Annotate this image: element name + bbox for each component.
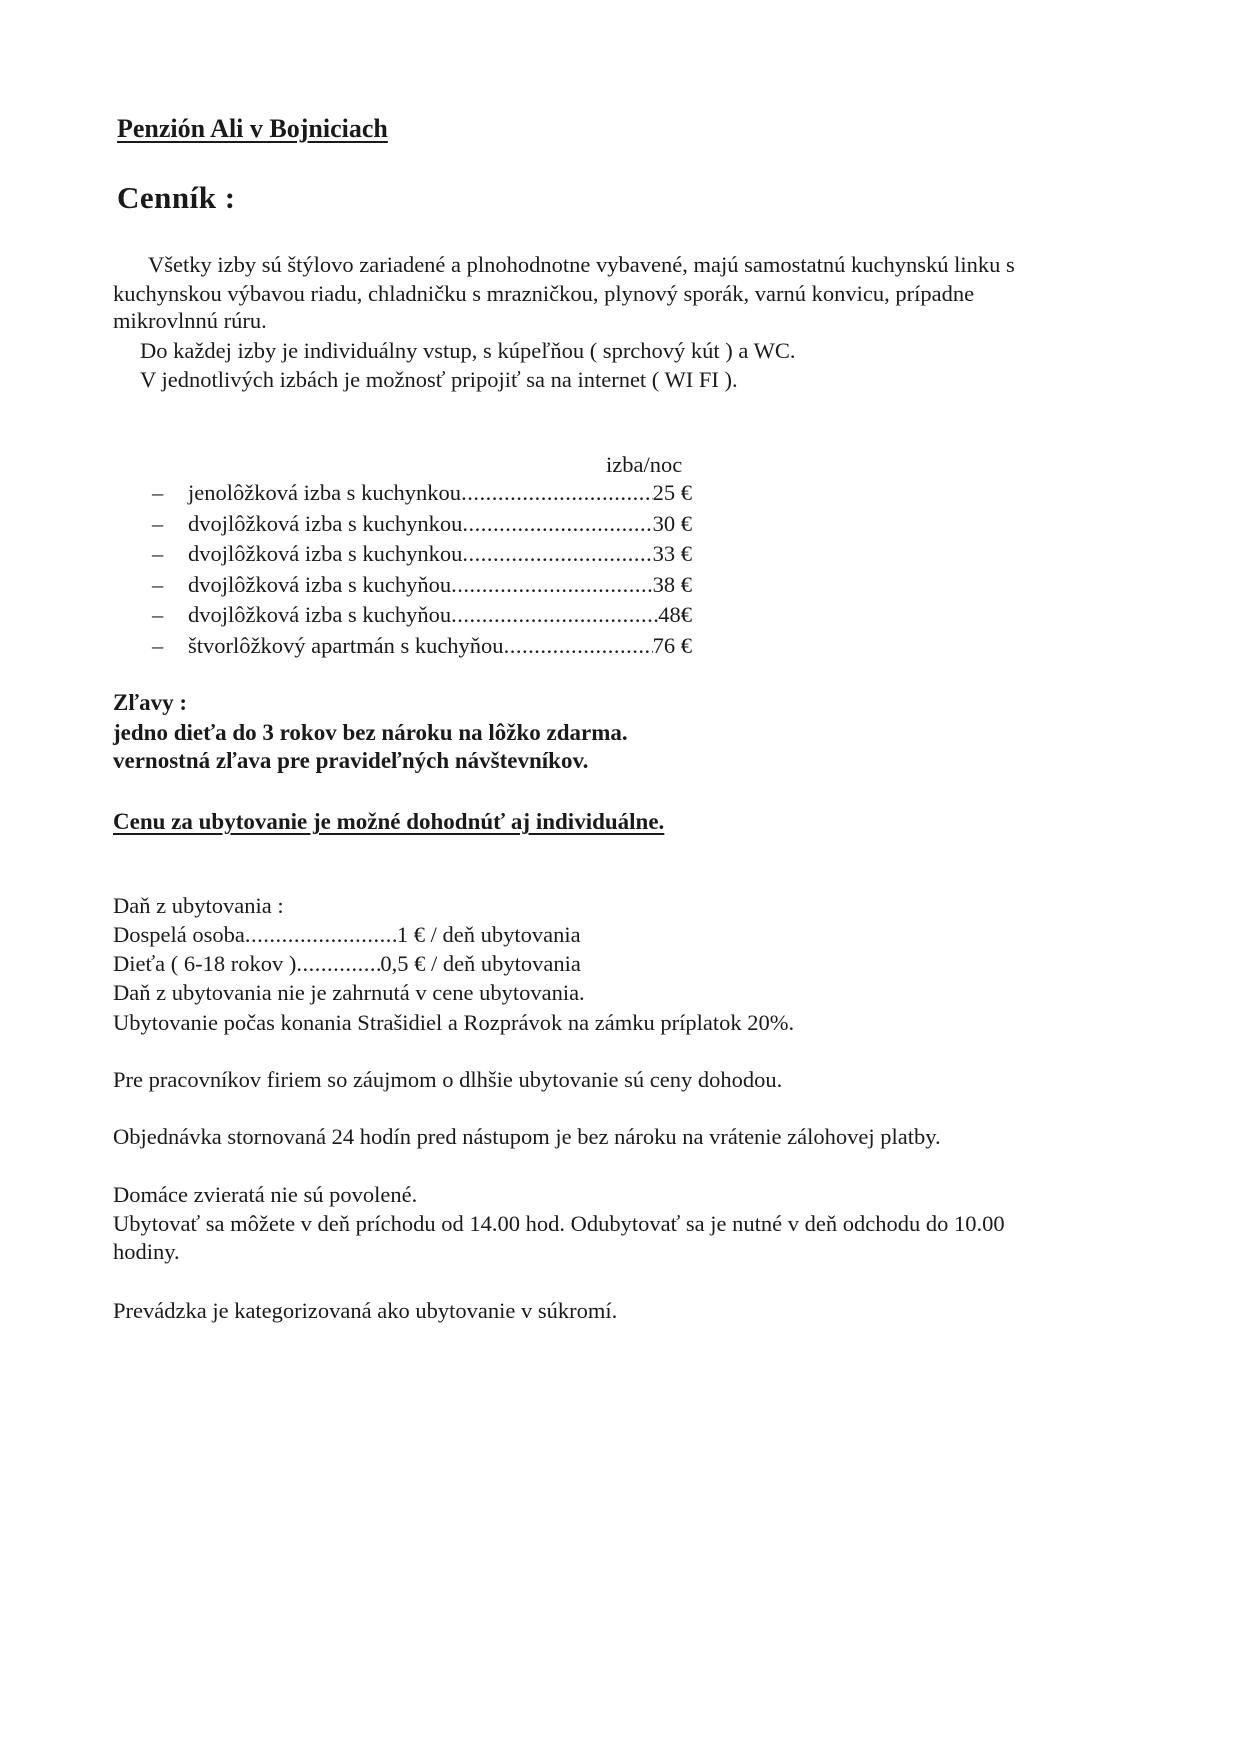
- list-dash: –: [152, 480, 164, 505]
- room-price-item: [152, 633, 692, 664]
- dot-leader: [296, 951, 380, 977]
- dot-leader: [461, 480, 653, 506]
- intro-line-2: kuchynskou výbavou riadu, chladničku s mrazničkou, plynový sporák, varnú konvicu, prípadne: [113, 281, 975, 306]
- tax-note-surcharge: Ubytovanie počas konania Strašidiel a Rozprávok na zámku príplatok 20%.: [113, 1010, 795, 1035]
- room-price: 33 €: [652, 541, 692, 566]
- room-price-item: [152, 511, 692, 542]
- tax-adult-label: Dospelá osoba: [113, 922, 245, 947]
- list-dash: –: [152, 510, 164, 536]
- tax-child-label: Dieťa ( 6-18 rokov ): [113, 951, 297, 976]
- dot-leader: [462, 541, 652, 567]
- tax-title: Daň z ubytovania :: [113, 893, 284, 918]
- price-column-header: izba/noc: [606, 452, 683, 477]
- dot-leader: [245, 922, 397, 948]
- room-price-item: [152, 572, 692, 603]
- checkin-note-line-1: Ubytovať sa môžete v deň príchodu od 14.00 hod. Odubytovať sa je nutné v deň odchodu do 10.00: [113, 1211, 1005, 1236]
- pets-note: Domáce zvieratá nie sú povolené.: [113, 1182, 418, 1207]
- document-title: Penzión Ali v Bojniciach: [117, 114, 388, 143]
- discount-child: jedno dieťa do 3 rokov bez nároku na lôžko zdarma.: [113, 720, 628, 745]
- room-price: 76 €: [652, 632, 692, 658]
- room-price-item: [152, 480, 692, 511]
- tax-adult-row: [113, 922, 581, 948]
- tax-child-row: [113, 951, 581, 977]
- dot-leader: [451, 572, 653, 598]
- category-note: Prevádzka je kategorizovaná ako ubytovanie v súkromí.: [113, 1298, 618, 1323]
- price-list-heading: Cenník :: [117, 180, 236, 215]
- discount-loyalty: vernostná zľava pre pravideľných návštevníkov.: [113, 748, 589, 773]
- room-type: dvojlôžková izba s kuchyňou: [188, 602, 452, 627]
- room-price-list: [152, 480, 692, 663]
- dot-leader: [462, 511, 652, 537]
- list-dash: –: [152, 632, 164, 658]
- dot-leader: [451, 602, 658, 628]
- room-price-item: [152, 602, 692, 633]
- room-price: 30 €: [652, 510, 692, 536]
- room-price: 25 €: [652, 480, 692, 505]
- intro-line-5: V jednotlivých izbách je možnosť pripojiť sa na internet ( WI FI ).: [140, 367, 738, 392]
- dot-leader: [504, 633, 653, 659]
- room-type: jenolôžková izba s kuchynkou: [188, 480, 462, 505]
- discounts-title: Zľavy :: [113, 690, 188, 715]
- list-dash: –: [152, 571, 164, 597]
- intro-line-1: Všetky izby sú štýlovo zariadené a plnohodnotne vybavené, majú samostatnú kuchynskú linku s: [148, 252, 1015, 277]
- intro-line-3: mikrovlnnú rúru.: [113, 308, 267, 333]
- checkin-note-line-2: hodiny.: [113, 1239, 180, 1264]
- room-price-item: [152, 541, 692, 572]
- cancellation-note: Objednávka stornovaná 24 hodín pred nástupom je bez nároku na vrátenie zálohovej platby.: [113, 1124, 941, 1149]
- tax-note-included: Daň z ubytovania nie je zahrnutá v cene ubytovania.: [113, 980, 585, 1005]
- room-type: dvojlôžková izba s kuchynkou: [188, 510, 463, 536]
- workers-note: Pre pracovníkov firiem so záujmom o dlhšie ubytovanie sú ceny dohodou.: [113, 1067, 783, 1092]
- room-price: 38 €: [652, 571, 692, 597]
- room-type: dvojlôžková izba s kuchyňou: [188, 571, 452, 597]
- intro-line-4: Do každej izby je individuálny vstup, s kúpeľňou ( sprchový kút ) a WC.: [140, 338, 796, 363]
- negotiable-price-note: Cenu za ubytovanie je možné dohodnúť aj individuálne.: [113, 809, 665, 834]
- room-type: dvojlôžková izba s kuchynkou: [188, 541, 463, 566]
- tax-adult-value: 1 € / deň ubytovania: [396, 922, 581, 947]
- list-dash: –: [152, 602, 164, 627]
- tax-child-value: 0,5 € / deň ubytovania: [380, 951, 581, 976]
- room-type: štvorlôžkový apartmán s kuchyňou: [188, 632, 504, 658]
- room-price: 48€: [658, 602, 692, 627]
- list-dash: –: [152, 541, 164, 566]
